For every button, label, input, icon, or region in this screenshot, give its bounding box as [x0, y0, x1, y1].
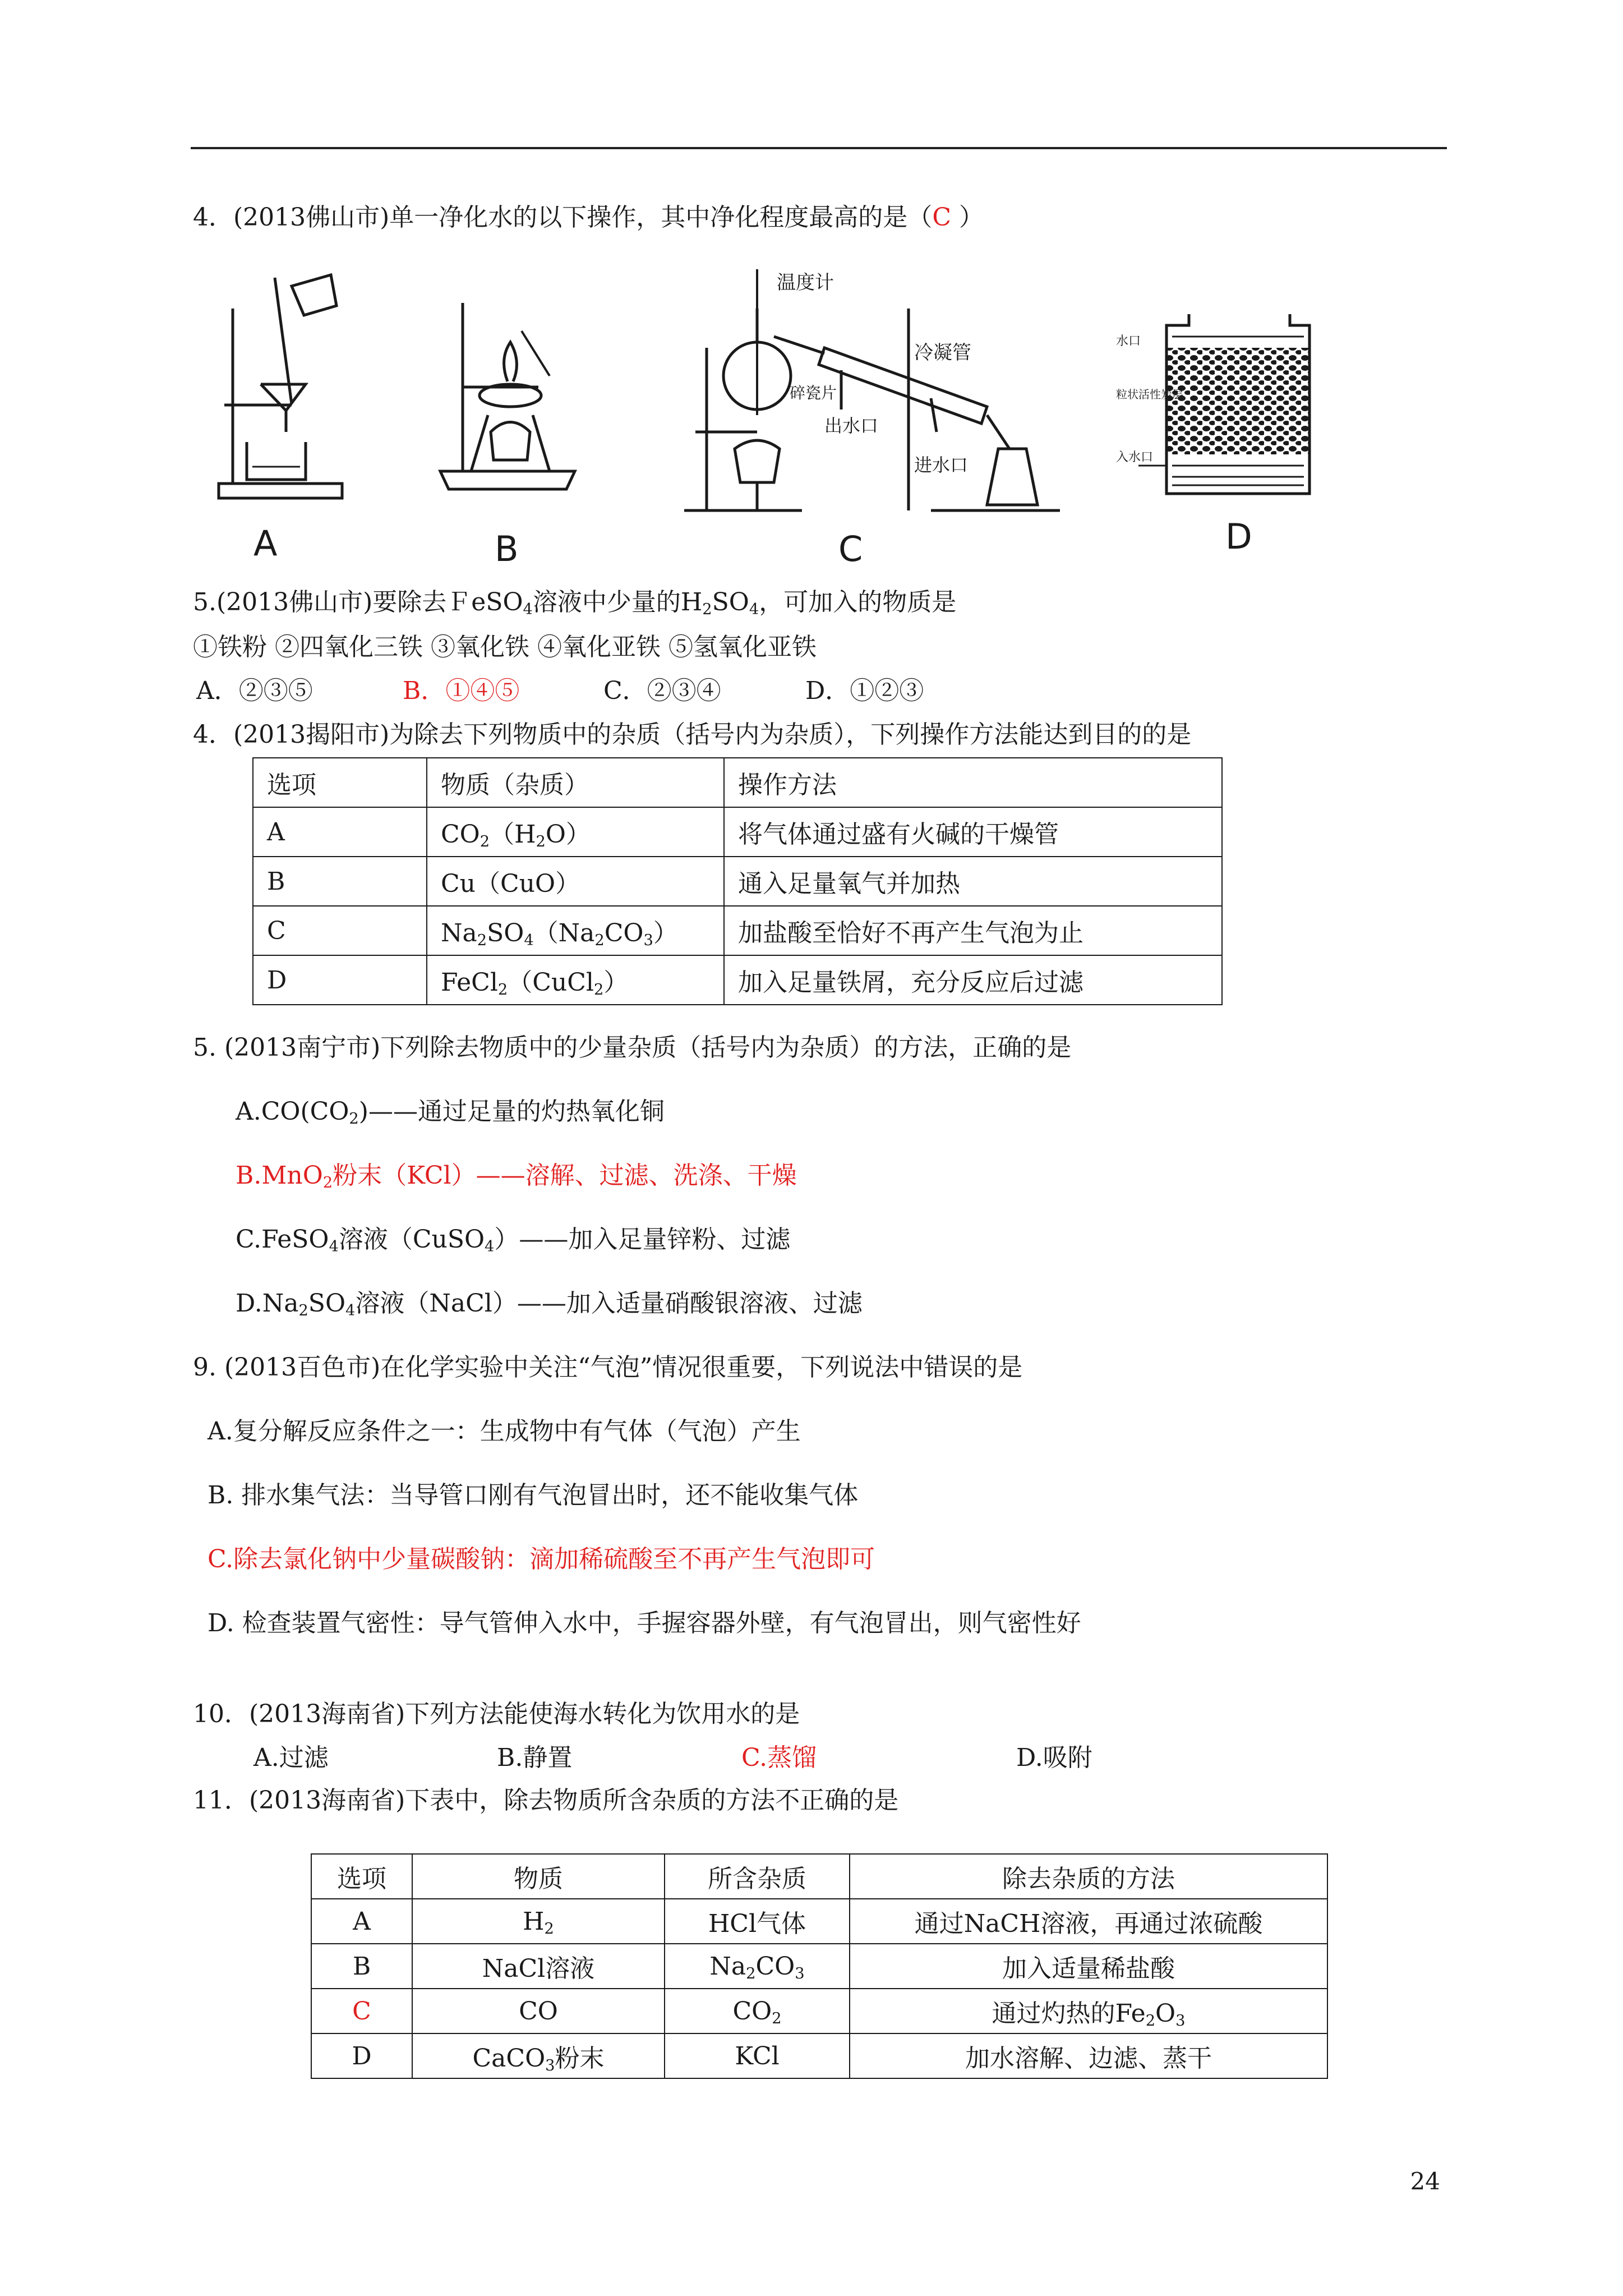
q5a-stem: 5.(2013佛山市)要除去ＦeSO$_4$溶液中少量的$H_2SO_4$，可加入的物质是: [193, 588, 957, 618]
figure-b-label: B: [495, 528, 519, 569]
figure-d-label: D: [1225, 516, 1252, 557]
table-header-row: 选项 物质 所含杂质 除去杂质的方法: [311, 1854, 1327, 1899]
q11-table: [311, 1853, 1328, 2079]
d-water-out-label: 水口: [1116, 334, 1141, 348]
table-row: D FeCl$_2$（CuCl$_2$） 加入足量铁屑，充分反应后过滤: [253, 955, 1222, 1005]
q5b-stem: 5. (2013南宁市)下列除去物质中的少量杂质（括号内为杂质）的方法，正确的是: [193, 1033, 1072, 1062]
figure-a-filtration: [208, 264, 353, 510]
q4b-table: [252, 757, 1223, 1005]
figure-a-label: A: [253, 523, 278, 564]
q11-stem: 11．(2013海南省)下表中，除去物质所含杂质的方法不正确的是: [193, 1786, 899, 1815]
table-row: A $H_2$ HCl气体 通过NaCH溶液，再通过浓硫酸: [311, 1899, 1327, 1944]
q9-stem: 9. (2013百色市)在化学实验中关注“气泡”情况很重要，下列说法中错误的是: [193, 1353, 1023, 1382]
q5a-option-c: C．②③④: [603, 677, 721, 705]
q10-option-c: C.蒸馏: [741, 1743, 817, 1772]
q5a-option-a: A．②③⑤: [196, 677, 313, 705]
thermometer-label: 温度计: [777, 272, 834, 294]
table-header-row: 选项 物质（杂质） 操作方法: [253, 758, 1222, 807]
q4b-stem: 4．(2013揭阳市)为除去下列物质中的杂质（括号内为杂质），下列操作方法能达到目的的是: [193, 720, 1192, 749]
table-row: A $CO_2(H_2O)$ 将气体通过盛有火碱的干燥管: [253, 807, 1222, 857]
q5a-option-b: B．①④⑤: [403, 677, 520, 705]
q10-option-b: B.静置: [497, 1743, 573, 1772]
water-out-label: 出水口: [824, 415, 879, 436]
q9-option-a: A.复分解反应条件之一：生成物中有气体（气泡）产生: [208, 1417, 801, 1446]
q4a-stem: 4．(2013佛山市)单一净化水的以下操作，其中净化程度最高的是（C ）: [193, 203, 984, 232]
q9-option-b: B. 排水集气法：当导管口刚有气泡冒出时，还不能收集气体: [208, 1481, 859, 1510]
table-row: B NaCl溶液 $Na_2CO_3$ 加入适量稀盐酸: [311, 1944, 1327, 1989]
q5a-items: ①铁粉 ②四氧化三铁 ③氧化铁 ④氧化亚铁 ⑤氢氧化亚铁: [193, 633, 817, 661]
q5b-option-a: $A.CO(CO_2)——$通过足量的灼热氧化铜: [236, 1097, 665, 1128]
q5b-option-b: B.MnO$_2$粉末（KCl）——溶解、过滤、洗涤、干燥: [236, 1161, 797, 1191]
q10-stem: 10．(2013海南省)下列方法能使海水转化为饮用水的是: [193, 1700, 800, 1728]
q5b-option-d: $D.Na_2SO_4$溶液（NaCl）——加入适量硝酸银溶液、过滤: [236, 1289, 863, 1319]
figure-c-label: C: [838, 528, 863, 569]
q10-option-a: A.过滤: [253, 1743, 329, 1772]
q5a-option-d: D．①②③: [805, 677, 924, 705]
chips-label: 碎瓷片: [790, 384, 837, 402]
table-row: C $Na_2SO_4(Na_2CO_3)$ 加盐酸至恰好不再产生气泡为止: [253, 906, 1222, 955]
page-number: 24: [1410, 2168, 1440, 2195]
d-water-in-label: 入水口: [1116, 450, 1154, 464]
condenser-label: 冷凝管: [914, 342, 971, 364]
figure-c-distillation: [673, 264, 1066, 516]
q9-option-d: D. 检查装置气密性：导气管伸入水中，手握容器外壁，有气泡冒出，则气密性好: [208, 1609, 1081, 1637]
table-row: C CO $CO_2$ 通过灼热的$Fe_2O_3$: [311, 1989, 1327, 2033]
table-row: B Cu（CuO） 通入足量氧气并加热: [253, 857, 1222, 906]
q4a-answer: C: [932, 203, 951, 232]
figure-d-carbon-filter: [1116, 314, 1318, 499]
q10-option-d: D.吸附: [1016, 1743, 1092, 1772]
q5b-option-c: C.FeSO$_4$溶液（CuSO$_4$）——加入足量锌粉、过滤: [236, 1225, 791, 1255]
figure-b-evaporation: [437, 297, 583, 499]
water-in-label: 进水口: [914, 454, 969, 476]
d-carbon-layer-label: 粒状活性炭层: [1116, 388, 1183, 401]
table-row: D CaCO$_3$粉末 KCl 加水溶解、边滤、蒸干: [311, 2033, 1327, 2078]
q9-option-c: C.除去氯化钠中少量碳酸钠：滴加稀硫酸至不再产生气泡即可: [208, 1545, 875, 1573]
header-rule: [191, 147, 1447, 149]
